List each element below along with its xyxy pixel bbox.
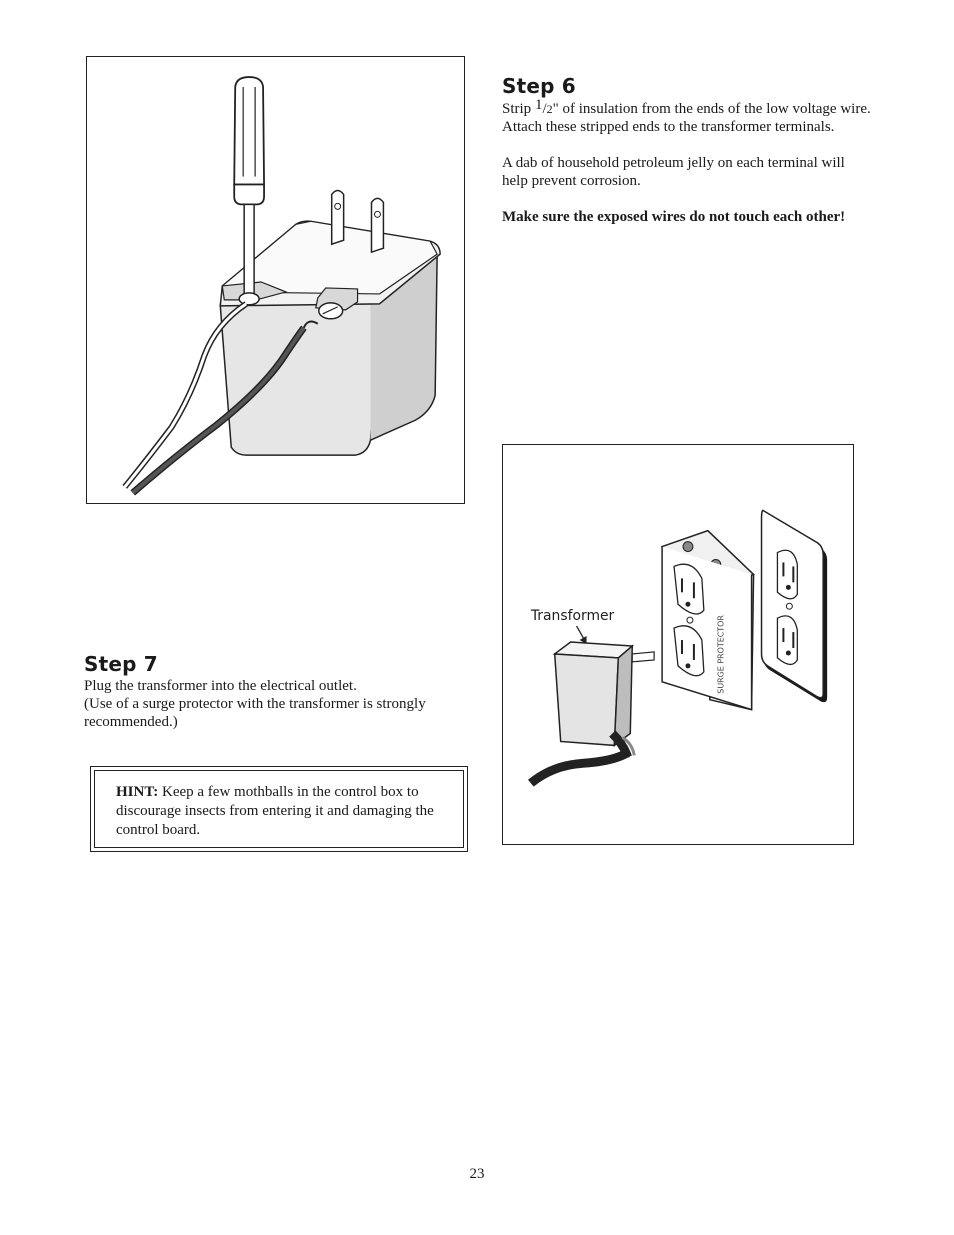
strip-insulation-paragraph: [502, 97, 872, 136]
wire-warning: Make sure the exposed wires do not touch each other!: [502, 209, 846, 225]
hint-box-inner: [94, 770, 464, 848]
fraction-denominator: 2: [546, 102, 553, 116]
strip-rest: " of insulation from the ends of the low voltage wire. Attach these stripped ends to the transformer terminals.: [502, 101, 871, 135]
page-number: 23: [469, 1166, 485, 1182]
step7-heading: Step 7: [84, 652, 158, 676]
step6-heading: Step 6: [502, 74, 576, 98]
hint-label: HINT:: [116, 784, 159, 800]
petroleum-jelly-paragraph: A dab of household petroleum jelly on each terminal will help prevent corrosion.: [502, 155, 845, 189]
figure-transformer-outlet: [502, 444, 854, 845]
outlet-illustration: [503, 445, 853, 844]
hint-box: [90, 766, 468, 852]
surge-protector-note: (Use of a surge protector with the transformer is strongly recommended.): [84, 696, 426, 730]
fraction-slash: /: [542, 101, 547, 117]
strip-prefix: Strip: [502, 101, 535, 117]
step6-instructions: [502, 97, 872, 226]
hint-text: Keep a few mothballs in the control box to discourage insects from entering it and damaging the control board.: [116, 784, 434, 838]
fraction-numerator: 1: [534, 97, 543, 113]
surge-protector-label: SURGE PROTECTOR: [716, 615, 726, 694]
plug-in-instruction: Plug the transformer into the electrical outlet.: [84, 678, 357, 694]
transformer-callout: Transformer: [530, 608, 615, 625]
transformer-wiring-illustration: [87, 57, 464, 503]
step7-instructions: [84, 677, 464, 731]
figure-transformer-wiring: [86, 56, 465, 504]
